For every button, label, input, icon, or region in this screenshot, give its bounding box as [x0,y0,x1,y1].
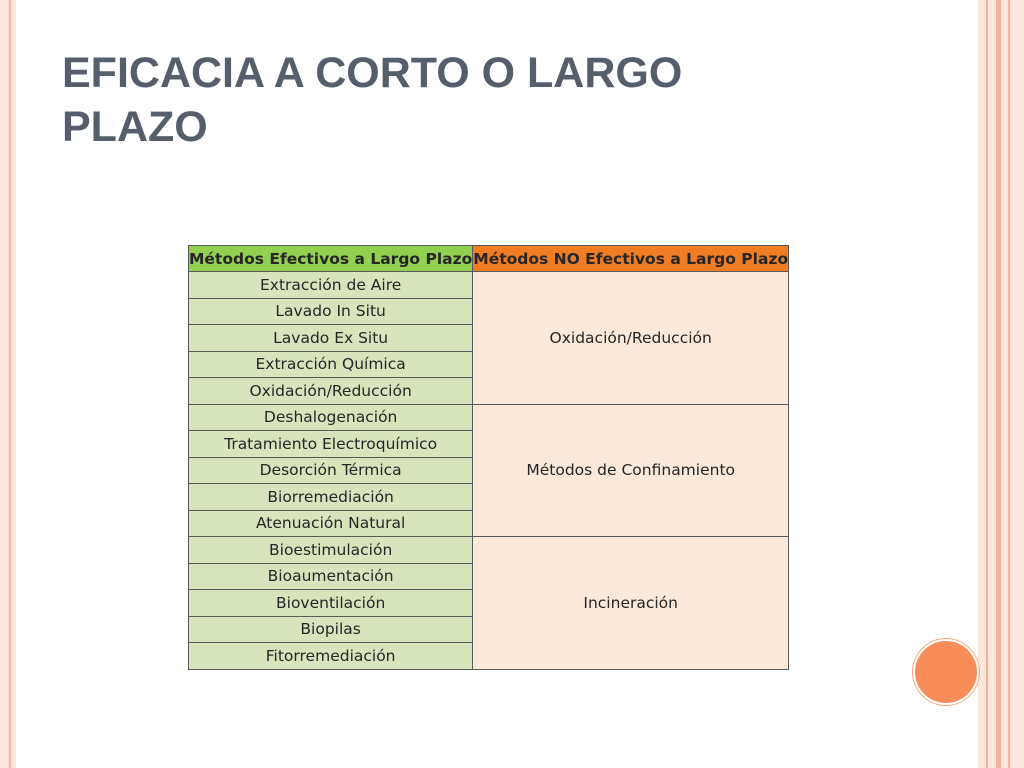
decorative-circle [913,639,979,705]
not-effective-method-cell: Métodos de Confinamiento [473,404,789,537]
table-row [189,272,789,299]
effective-method-cell: Oxidación/Reducción [189,378,473,405]
effective-method-cell: Bioestimulación [189,537,473,564]
table-header-row [189,246,789,272]
table-row [189,404,789,431]
right-decorative-line [996,0,1001,768]
effective-method-cell: Bioaumentación [189,563,473,590]
left-decorative-band [0,0,16,768]
methods-table [188,245,789,670]
effective-method-cell: Extracción de Aire [189,272,473,299]
right-decorative-band [978,0,1024,768]
effective-method-cell: Lavado In Situ [189,298,473,325]
effective-method-cell: Tratamiento Electroquímico [189,431,473,458]
effective-method-cell: Biorremediación [189,484,473,511]
slide-title-line-1: EFICACIA A CORTO O LARGO [62,49,683,97]
not-effective-method-cell: Oxidación/Reducción [473,272,789,405]
right-decorative-line [986,0,988,768]
slide-title [62,46,762,154]
right-decorative-line [1008,0,1010,768]
effective-method-cell: Desorción Térmica [189,457,473,484]
effective-method-cell: Extracción Química [189,351,473,378]
effective-method-cell: Deshalogenación [189,404,473,431]
effective-method-cell: Biopilas [189,616,473,643]
slide-title-line-2: PLAZO [62,103,208,151]
header-effective: Métodos Efectivos a Largo Plazo [189,246,473,272]
left-decorative-line [9,0,11,768]
header-not-effective: Métodos NO Efectivos a Largo Plazo [473,246,789,272]
effective-method-cell: Atenuación Natural [189,510,473,537]
effective-method-cell: Fitorremediación [189,643,473,670]
effective-method-cell: Bioventilación [189,590,473,617]
table-row [189,537,789,564]
not-effective-method-cell: Incineración [473,537,789,670]
effective-method-cell: Lavado Ex Situ [189,325,473,352]
